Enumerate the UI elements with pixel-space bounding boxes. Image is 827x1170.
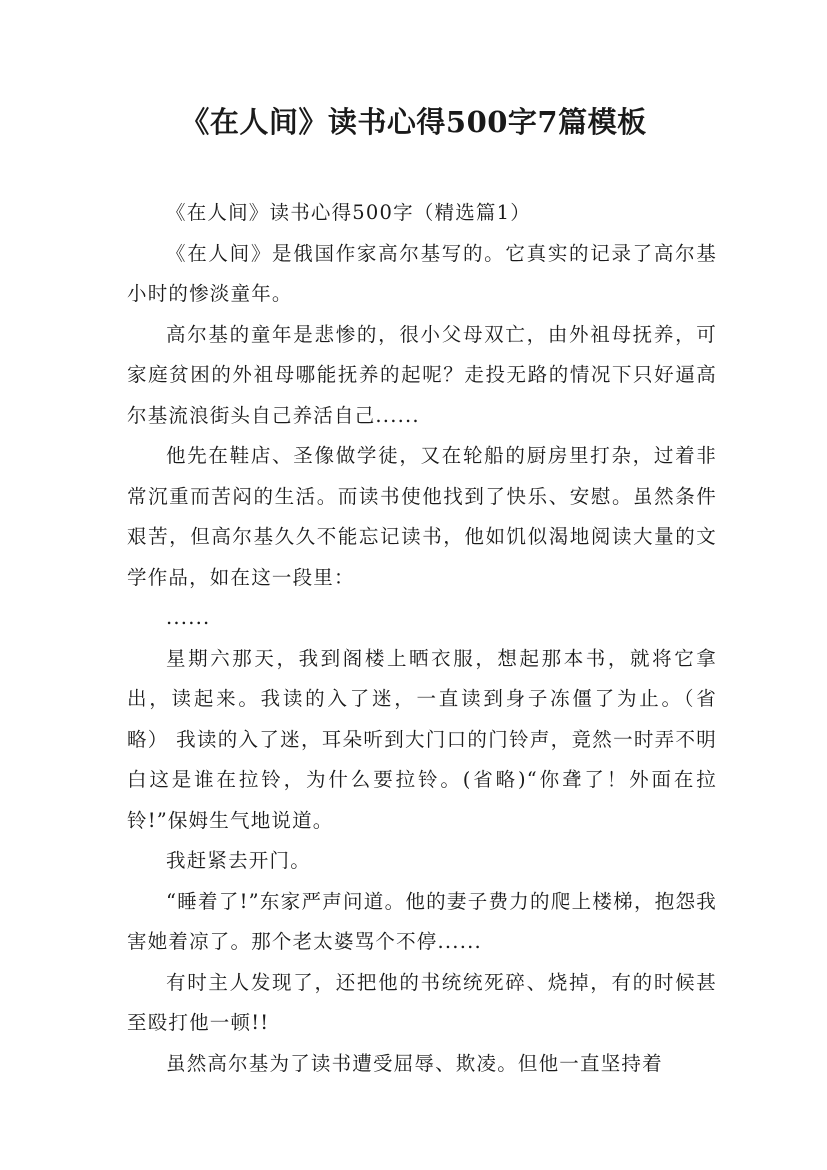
paragraph: 虽然高尔基为了读书遭受屈辱、欺凌。但他一直坚持着 [166,1051,663,1075]
document-title: 《在人间》读书心得500字7篇模板 [180,105,647,139]
section-heading: 《在人间》读书心得500字（精选篇1） [166,201,531,224]
paragraph: 高尔基的童年是悲惨的，很小父母双亡，由外祖母抚养，可家庭贫困的外祖母哪能抚养的起呢？走投无路的情况下只好逼高尔基流浪街头自己养活自己...... [127,322,717,427]
document-body [127,193,717,1084]
paragraph: 我赶紧去开门。 [166,849,311,872]
paragraph: 《在人间》是俄国作家高尔基写的。它真实的记录了高尔基小时的惨淡童年。 [127,241,717,305]
paragraph: 有时主人发现了，还把他的书统统死碎、烧掉，有的时候甚至殴打他一顿!! [127,970,717,1034]
ellipsis-paragraph: ...... [166,606,211,629]
paragraph: 他先在鞋店、圣像做学徒，又在轮船的厨房里打杂，过着非常沉重而苦闷的生活。而读书使他找到了快乐、安慰。虽然条件艰苦，但高尔基久久不能忘记读书，他如饥似渴地阅读大量的文学作品，如在这一段里： [127,444,717,589]
paragraph: 星期六那天，我到阁楼上晒衣服，想起那本书，就将它拿出，读起来。我读的入了迷，一直读到身子冻僵了为止。（省略） 我读的入了迷，耳朵听到大门口的门铃声，竟然一时弄不明白这是谁在拉铃，为什么要拉铃。(省略)“你聋了！外面在拉铃!”保姆生气地说道。 [127,646,717,832]
paragraph: “睡着了!”东家严声问道。他的妻子费力的爬上楼梯，抱怨我害她着凉了。那个老太婆骂个不停...... [127,889,717,953]
